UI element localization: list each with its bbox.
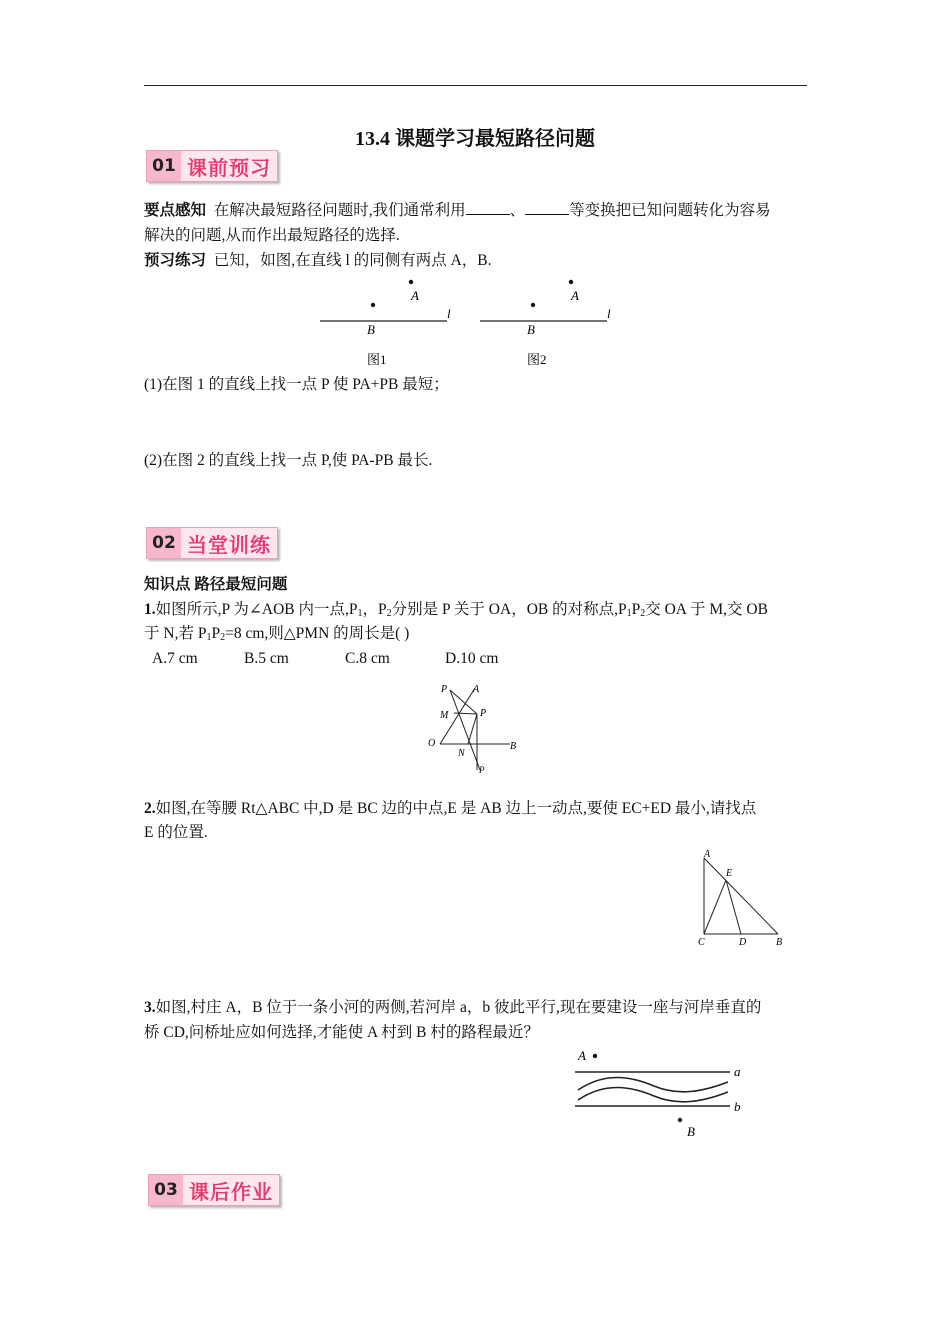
practice-text: 已知，如图,在直线 l 的同侧有两点 A，B. <box>213 252 492 269</box>
svg-text:B: B <box>776 937 783 948</box>
preview-question-2: (2)在图 2 的直线上找一点 P,使 PA-PB 最长. <box>144 452 433 469</box>
svg-text:A: A <box>704 849 711 860</box>
problem-3-line-1: 3.如图,村庄 A，B 位于一条小河的两侧,若河岸 a，b 彼此平行,现在要建设一座与河岸垂直的 <box>144 999 762 1016</box>
problem-number: 2. <box>144 800 156 817</box>
svg-text:A: A <box>571 288 579 303</box>
svg-text:l: l <box>447 306 451 321</box>
separator: 、 <box>509 202 526 219</box>
section-number: 03 <box>149 1175 183 1205</box>
preview-figures <box>315 272 615 372</box>
option-d[interactable]: D.10 cm <box>445 650 499 667</box>
section-label: 当堂训练 <box>187 534 271 557</box>
section-badge-preview <box>146 150 278 182</box>
section-badge-training <box>146 527 278 559</box>
svg-text:C: C <box>698 937 705 948</box>
figure-1 <box>320 280 451 367</box>
problem-number: 1. <box>144 601 156 618</box>
section-label: 课后作业 <box>189 1181 273 1204</box>
problem-2-figure <box>690 848 790 950</box>
svg-text:B: B <box>510 741 517 752</box>
figure-2 <box>480 280 611 367</box>
key-points-line-2: 解决的问题,从而作出最短路径的选择. <box>144 227 400 244</box>
practice-line <box>144 249 491 273</box>
svg-text:B: B <box>367 322 375 337</box>
svg-text:a: a <box>734 1064 741 1079</box>
svg-text:P: P <box>479 765 485 775</box>
option-b[interactable]: B.5 cm <box>244 650 289 667</box>
svg-text:l: l <box>607 306 611 321</box>
key-points-line-1 <box>144 199 771 223</box>
answer-blank[interactable] <box>525 200 569 215</box>
svg-text:D: D <box>739 937 747 948</box>
svg-text:P: P <box>480 708 487 719</box>
svg-text:b: b <box>734 1099 741 1114</box>
svg-text:O: O <box>428 738 436 749</box>
answer-blank[interactable] <box>466 200 510 215</box>
section-number: 02 <box>147 528 181 558</box>
svg-text:E: E <box>726 868 733 879</box>
figure-1-caption: 图1 <box>367 352 387 367</box>
problem-1-line-2: 于 N,若 $P_1P_2=8$ cm,则△PMN 的周长是( ) <box>144 625 410 643</box>
knowledge-point-heading: 知识点 路径最短问题 <box>144 576 288 593</box>
problem-3-figure <box>570 1042 750 1142</box>
svg-text:P: P <box>441 684 448 695</box>
section-number: 01 <box>147 151 181 181</box>
svg-text:M: M <box>440 710 449 721</box>
section-badge-homework <box>148 1174 280 1206</box>
svg-text:A: A <box>578 1048 586 1063</box>
preview-question-1: (1)在图 1 的直线上找一点 P 使 PA+PB 最短； <box>144 376 449 393</box>
svg-text:B: B <box>527 322 535 337</box>
point-a <box>569 280 573 284</box>
section-label: 课前预习 <box>187 157 271 180</box>
key-points-text: 在解决最短路径问题时,我们通常利用 <box>213 202 466 219</box>
key-points-text: 等变换把已知问题转化为容易 <box>569 202 771 219</box>
page-title: 13.4 课题学习最短路径问题 <box>355 128 595 150</box>
problem-2-line-1: 2.如图,在等腰 Rt△ABC 中,D 是 BC 边的中点,E 是 AB 边上一动点,要使 EC+ED 最小,请找点 <box>144 800 757 817</box>
problem-2-line-2: E 的位置. <box>144 824 208 841</box>
header-rule <box>144 85 807 86</box>
point-b <box>371 303 375 307</box>
figure-2-caption: 图2 <box>527 352 547 367</box>
problem-number: 3. <box>144 999 156 1016</box>
svg-text:A: A <box>473 684 480 695</box>
problem-3-line-2: 桥 CD,问桥址应如何选择,才能使 A 村到 B 村的路程最近？ <box>144 1024 539 1041</box>
practice-label: 预习练习 <box>144 252 207 269</box>
option-c[interactable]: C.8 cm <box>345 650 390 667</box>
svg-text:N: N <box>458 748 465 759</box>
svg-text:A: A <box>411 288 419 303</box>
problem-1-figure <box>422 680 532 780</box>
point-a <box>409 280 413 284</box>
key-points-label: 要点感知 <box>144 202 207 219</box>
svg-text:B: B <box>687 1124 695 1139</box>
point-b <box>531 303 535 307</box>
option-a[interactable]: A.7 cm <box>152 650 198 667</box>
problem-1-line-1: 1.如图所示,P 为∠AOB 内一点$,P_1$，$P_2$分别是 P 关于 OA，OB 的对称点$,P_1P_2$交 OA 于 M,交 OB <box>144 601 768 619</box>
